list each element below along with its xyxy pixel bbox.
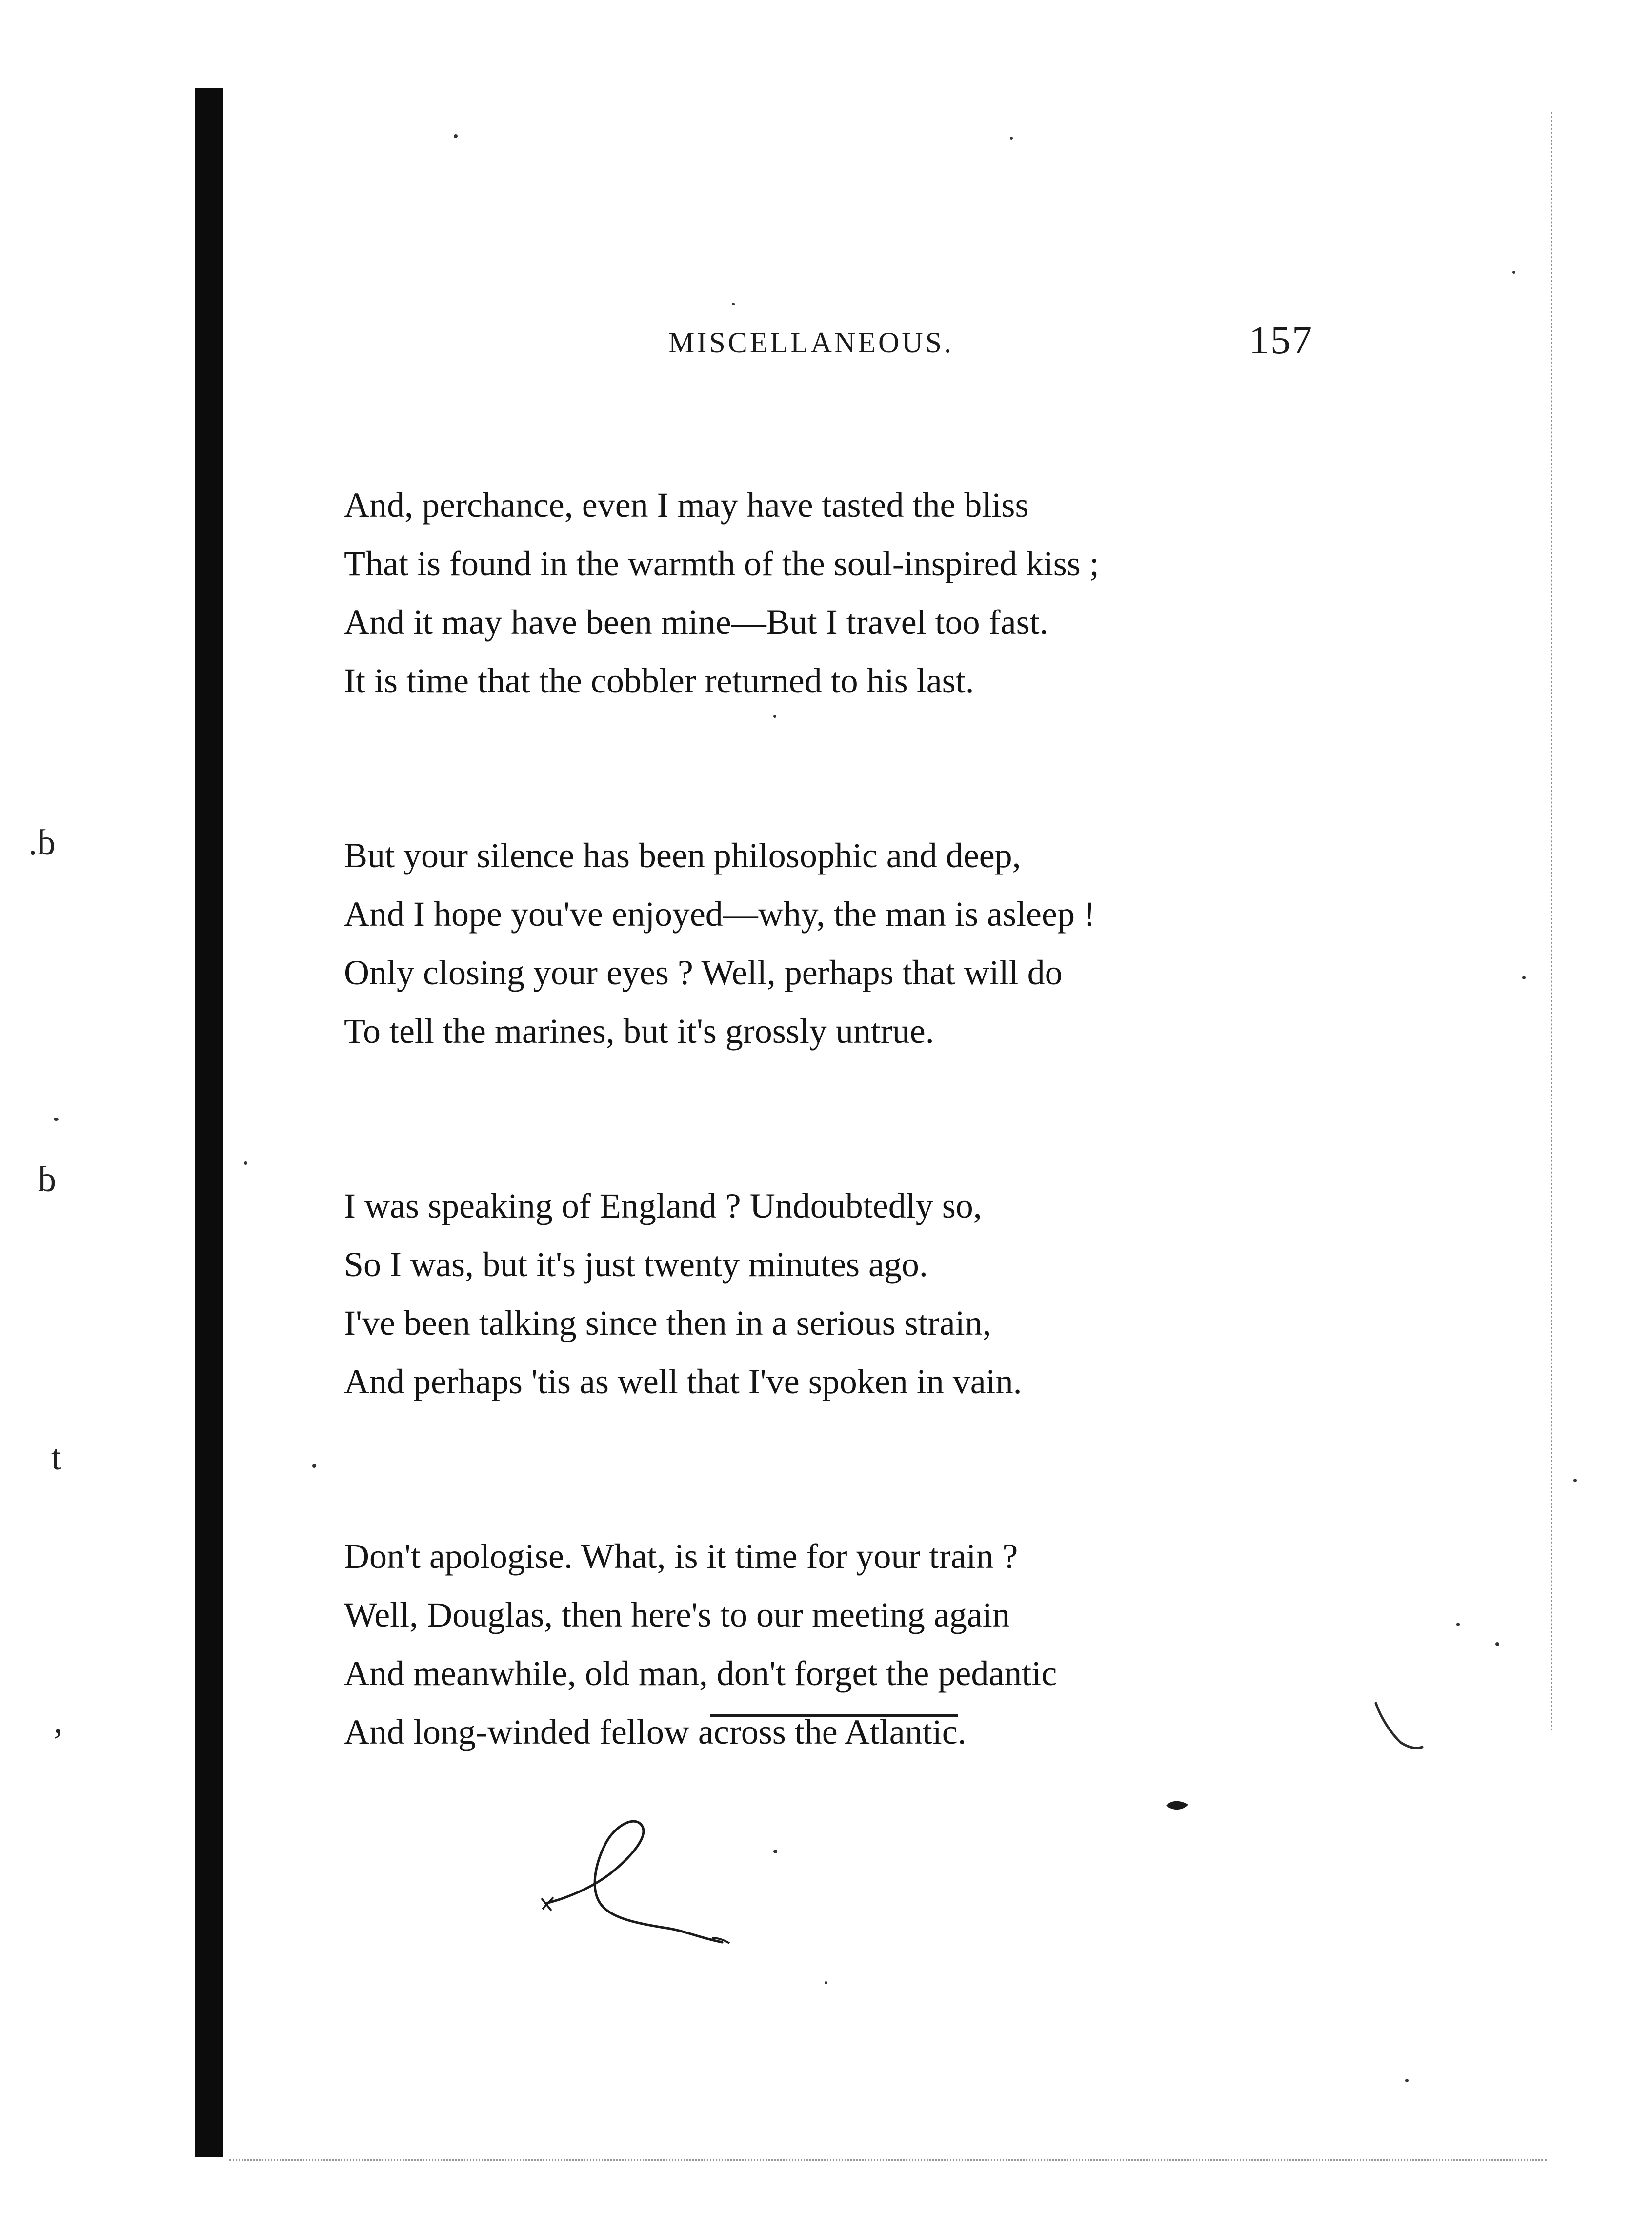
scan-speck xyxy=(1512,271,1515,274)
section-end-rule xyxy=(710,1714,958,1717)
scan-gutter-shadow xyxy=(195,88,223,2157)
verse-line: And long-winded fellow across the Atlantic. xyxy=(344,1712,967,1751)
margin-bleed-glyph: t xyxy=(51,1438,61,1478)
ink-blot xyxy=(1164,1796,1193,1815)
scan-speck xyxy=(773,715,776,718)
stanza xyxy=(344,1527,1393,1761)
margin-bleed-glyph: d xyxy=(38,1159,56,1200)
scan-speck xyxy=(54,1118,59,1121)
verse-line: And perhaps 'tis as well that I've spoken in vain. xyxy=(344,1362,1022,1401)
stanza xyxy=(344,476,1393,710)
running-head: MISCELLANEOUS. xyxy=(668,326,954,359)
scan-speck xyxy=(454,134,458,138)
pencil-mark xyxy=(1371,1698,1425,1757)
verse-line: It is time that the cobbler returned to his last. xyxy=(344,661,974,700)
scan-speck xyxy=(1495,1642,1499,1646)
scan-speck xyxy=(773,1850,777,1853)
stanza xyxy=(344,1177,1393,1411)
verse-line: And meanwhile, old man, don't forget the pedantic xyxy=(344,1654,1057,1693)
verse-line: That is found in the warmth of the soul-inspired kiss ; xyxy=(344,544,1099,583)
verse-line: But your silence has been philosophic and deep, xyxy=(344,836,1021,875)
verse-line: To tell the marines, but it's grossly untrue. xyxy=(344,1012,934,1051)
verse-line: So I was, but it's just twenty minutes ago. xyxy=(344,1245,928,1284)
margin-bleed-glyph: , xyxy=(54,1701,63,1741)
page-number: 157 xyxy=(1249,318,1313,362)
scan-speck xyxy=(1456,1623,1460,1626)
scan-speck xyxy=(244,1161,247,1165)
stanza xyxy=(344,826,1393,1060)
verse-line: Don't apologise. What, is it time for your train ? xyxy=(344,1537,1018,1576)
scan-speck xyxy=(1405,2079,1409,2082)
verse-line: And, perchance, even I may have tasted the bliss xyxy=(344,486,1029,525)
poem-body xyxy=(344,476,1393,1877)
verse-line: And I hope you've enjoyed—why, the man is asleep ! xyxy=(344,895,1095,934)
verse-line: I was speaking of England ? Undoubtedly so, xyxy=(344,1186,982,1225)
margin-bleed-glyph: d. xyxy=(28,823,56,863)
scan-speck xyxy=(1010,137,1013,140)
verse-line: And it may have been mine—But I travel too fast. xyxy=(344,603,1048,642)
page-header xyxy=(0,317,1652,366)
verse-line: I've been talking since then in a serious strain, xyxy=(344,1303,991,1342)
scan-speck xyxy=(825,1981,827,1984)
page-edge-bottom xyxy=(229,2159,1547,2161)
scan-speck xyxy=(732,303,735,305)
verse-line: Only closing your eyes ? Well, perhaps that will do xyxy=(344,953,1063,992)
scan-speck xyxy=(1522,976,1526,979)
scan-speck xyxy=(312,1464,316,1468)
verse-line: Well, Douglas, then here's to our meeting again xyxy=(344,1595,1010,1634)
scan-speck xyxy=(1573,1479,1577,1482)
pencil-scribble xyxy=(537,1806,742,1967)
